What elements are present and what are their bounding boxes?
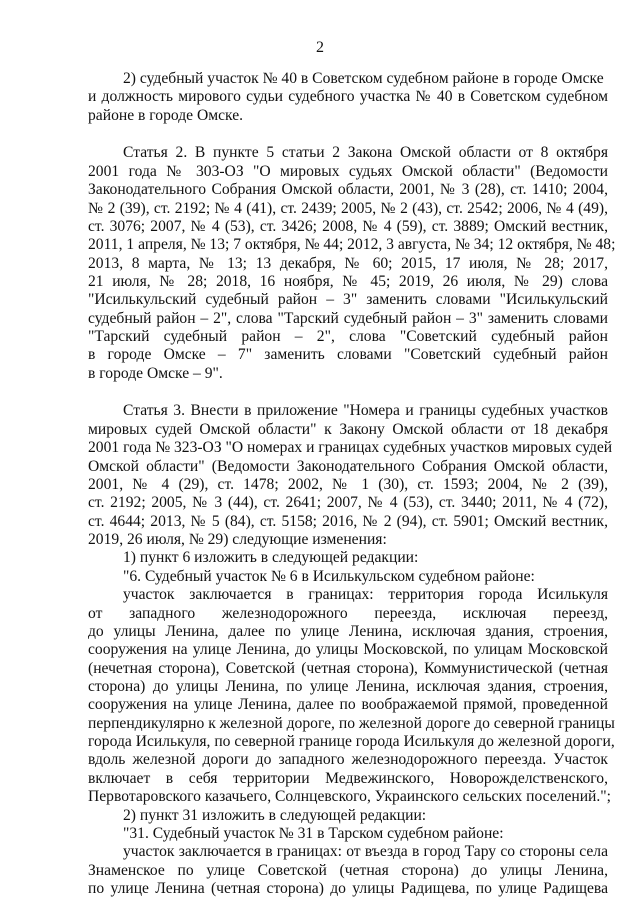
article-2-line: в городе Омске – 7" заменить словами "Советский судебный район [88, 346, 608, 364]
article-2-line: 21 июля, № 28; 2018, 16 ноября, № 45; 2019, 26 июля, № 29) слова [88, 273, 608, 290]
item-1-line: вдоль железной дороги до западного железнодорожного переезда. Участок [88, 751, 608, 769]
article-2-line: "Исилькульский судебный район – 3" заменить словами "Исилькульский [88, 291, 608, 309]
item-2-line: по улице Ленина (четная сторона) до улицы Радищева, по улице Радищева [88, 880, 608, 897]
item-1-line: (нечетная сторона), Советской (четная сторона), Коммунистической (четная [88, 659, 608, 677]
article-2-line: в городе Омске – 9". [88, 364, 223, 382]
item-1-line: включает в себя территории Медвежинского, Новорожделственского, [88, 769, 608, 787]
item-1-line: сооружения на улице Ленина, далее по воображаемой прямой, проведенной [88, 696, 608, 714]
article-2-line: Статья 2. В пункте 5 статьи 2 Закона Омской области от 8 октября [123, 144, 608, 162]
article-2-line: № 2 (39), ст. 2192; № 4 (41), ст. 2439; 2005, № 2 (43), ст. 2542; 2006, № 4 (49), [88, 199, 608, 217]
article-3-line: 2019, 26 июля, № 29) следующие изменения: [88, 531, 387, 548]
article-3-line: мировых судей Омской области" к Закону Омской области от 18 декабря [88, 420, 608, 438]
article-3-line: 2001 года № 323-ОЗ "О номерах и границах судебных участков мировых судей [88, 439, 613, 457]
article-3-line: ст. 4644; 2013, № 5 (84), ст. 5158; 2016, № 2 (94), ст. 5901; Омский вестник, [88, 512, 608, 530]
item-1-line: Первотаровского казачьего, Солнцевского, Украинского сельских поселений."; [88, 788, 611, 806]
article-2-line: 2013, 8 марта, № 13; 13 декабря, № 60; 2015, 17 июля, № 28; 2017, [88, 254, 608, 272]
item-1-line: сооружения на улице Ленина, до улицы Московской, по улицам Московской [88, 641, 608, 659]
article-2-line: ст. 3076; 2007, № 4 (53), ст. 3426; 2008, № 4 (59), ст. 3889; Омский вестник, [88, 217, 608, 235]
item-1-line: сторона) до улицы Ленина, по улице Ленина, исключая здания, строения, [88, 678, 608, 695]
article-2-line: 2001 года № 303-ОЗ "О мировых судьях Омской области" (Ведомости [88, 162, 608, 180]
article-3-line: ст. 2192; 2005, № 3 (44), ст. 2641; 2007, № 4 (53), ст. 3440; 2011, № 4 (72), [88, 494, 608, 512]
item-2-title: 2) пункт 31 изложить в следующей редакции: [123, 806, 427, 824]
item-1-line: города Исилькуля, по северной границе города Исилькуля до железной дороги, [88, 733, 615, 751]
text-line: районе в городе Омске. [88, 106, 244, 124]
item-1-line: от западного железнодорожного переезда, исключая переезд, [88, 604, 608, 622]
item-1-title: 1) пункт 6 изложить в следующей редакции: [123, 549, 419, 567]
item-2-line: Знаменское по улице Советской (четная сторона) до улицы Ленина, [88, 861, 608, 879]
article-3-line: 2001, № 4 (29), ст. 1478; 2002, № 1 (30), ст. 1593; 2004, № 2 (39), [88, 475, 608, 493]
text-line: 2) судебный участок № 40 в Советском судебном районе в городе Омске [123, 70, 604, 87]
item-1-line: до улицы Ленина, далее по улице Ленина, исключая здания, строения, [88, 622, 608, 640]
article-3-line: Статья 3. Внести в приложение "Номера и границы судебных участков [123, 402, 608, 420]
article-2-line: 2011, 1 апреля, № 13; 7 октября, № 44; 2012, 3 августа, № 34; 12 октября, № 48; [88, 236, 616, 254]
item-2-line: участок заключается в границах: от въезда в город Тару со стороны села [123, 843, 608, 861]
item-1-line: участок заключается в границах: территория города Исилькуля [123, 586, 608, 604]
item-1-subtitle: "6. Судебный участок № 6 в Исилькульском судебном районе: [123, 567, 535, 585]
item-2-subtitle: "31. Судебный участок № 31 в Тарском судебном районе: [123, 824, 504, 842]
item-1-line: перпендикулярно к железной дороге, по железной дороге до северной границы [88, 714, 615, 732]
page-number: 2 [316, 39, 324, 56]
article-2-line: Законодательного Собрания Омской области, 2001, № 3 (28), ст. 1410; 2004, [88, 181, 608, 199]
article-2-line: "Тарский судебный район – 2", слова "Советский судебный район [88, 328, 608, 346]
article-2-line: судебный район – 2", слова "Тарский судебный район – 3" заменить словами [88, 309, 608, 327]
text-line: и должность мирового судьи судебного участка № 40 в Советском судебном [88, 88, 608, 106]
article-3-line: Омской области" (Ведомости Законодательного Собрания Омской области, [88, 457, 608, 475]
